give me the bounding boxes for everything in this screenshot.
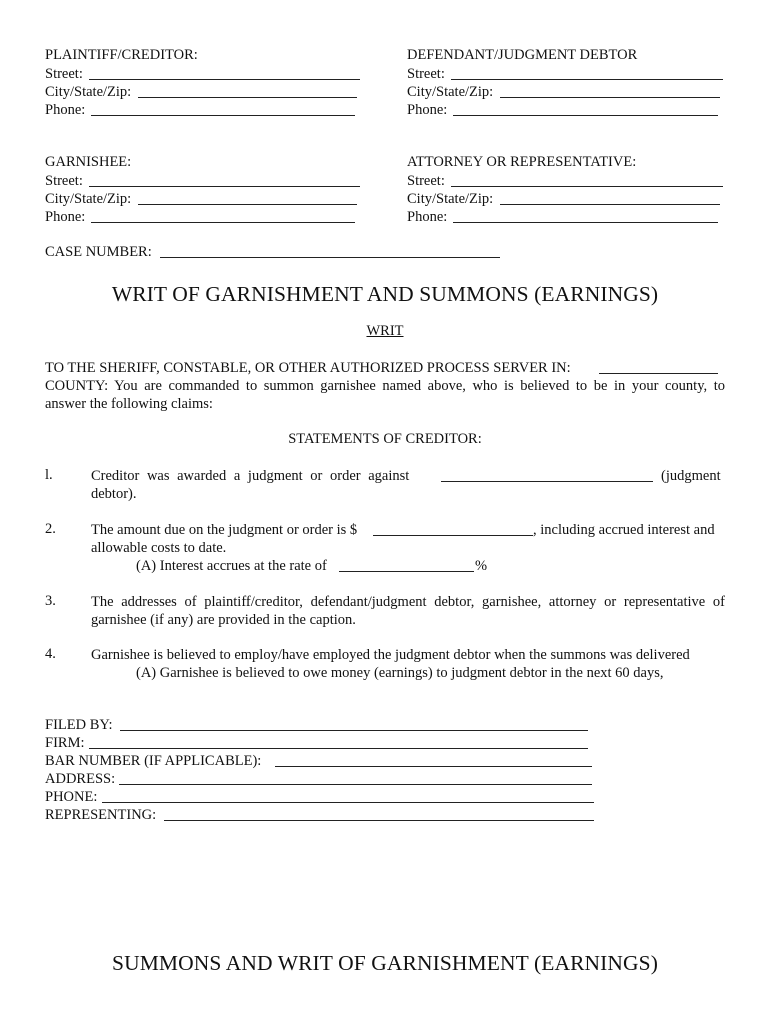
phone-row: [45, 788, 605, 806]
item-2-line-2: allowable costs to date.: [91, 540, 227, 556]
writ-line-2: COUNTY: You are commanded to summon garnishee named above, who is believed to be in your county, to: [45, 378, 725, 394]
representing-label: REPRESENTING:: [45, 807, 157, 823]
item-1-number: l.: [45, 467, 53, 483]
representing-field[interactable]: [164, 820, 594, 821]
garnishee-phone-row: [45, 208, 365, 226]
garnishee-street-field[interactable]: [89, 186, 360, 187]
defendant-street-label: Street:: [407, 66, 445, 82]
writ-heading: WRIT: [366, 323, 404, 339]
plaintiff-heading: PLAINTIFF/CREDITOR:: [45, 47, 198, 63]
garnishee-city-row: [45, 190, 365, 208]
garnishee-city-label: City/State/Zip:: [45, 191, 132, 207]
item-1-line-1: [91, 467, 725, 485]
defendant-phone-field[interactable]: [453, 115, 718, 116]
defendant-phone-row: [407, 101, 727, 119]
item-2-sub-a: [136, 557, 496, 575]
address-label: ADDRESS:: [45, 771, 116, 787]
phone-field[interactable]: [102, 802, 594, 803]
writ-line-1: [45, 359, 725, 377]
garnishee-city-field[interactable]: [138, 204, 357, 205]
item-4-sub-a: (A) Garnishee is believed to owe money (earnings) to judgment debtor in the next 60 days,: [136, 665, 664, 681]
attorney-street-field[interactable]: [451, 186, 723, 187]
firm-label: FIRM:: [45, 735, 85, 751]
defendant-street-row: [407, 65, 727, 83]
item-3-number: 3.: [45, 593, 56, 609]
filed-by-field[interactable]: [120, 730, 588, 731]
attorney-phone-row: [407, 208, 727, 226]
bar-number-label: BAR NUMBER (IF APPLICABLE):: [45, 753, 262, 769]
bar-number-row: [45, 752, 605, 770]
writ-line-1-text: TO THE SHERIFF, CONSTABLE, OR OTHER AUTHORIZED PROCESS SERVER IN:: [45, 360, 571, 376]
defendant-heading: DEFENDANT/JUDGMENT DEBTOR: [407, 47, 638, 63]
phone-label: PHONE:: [45, 789, 98, 805]
plaintiff-street-field[interactable]: [89, 79, 360, 80]
item-4-line-1: Garnishee is believed to employ/have employed the judgment debtor when the summons was delivered: [91, 647, 690, 663]
case-number-label: CASE NUMBER:: [45, 244, 152, 260]
garnishee-phone-label: Phone:: [45, 209, 86, 225]
judgment-debtor-field[interactable]: [441, 481, 653, 482]
interest-rate-label: (A) Interest accrues at the rate of: [136, 558, 327, 574]
attorney-heading: ATTORNEY OR REPRESENTATIVE:: [407, 154, 637, 170]
case-number-field[interactable]: [160, 257, 500, 258]
plaintiff-street-row: [45, 65, 365, 83]
item-2-line-1: [91, 521, 725, 539]
interest-rate-field[interactable]: [339, 571, 474, 572]
footer-title: SUMMONS AND WRIT OF GARNISHMENT (EARNINGS): [112, 951, 658, 975]
filed-by-label: FILED BY:: [45, 717, 113, 733]
garnishee-street-row: [45, 172, 365, 190]
firm-field[interactable]: [89, 748, 588, 749]
attorney-city-label: City/State/Zip:: [407, 191, 494, 207]
plaintiff-phone-field[interactable]: [91, 115, 355, 116]
defendant-city-field[interactable]: [500, 97, 720, 98]
garnishee-heading: GARNISHEE:: [45, 154, 132, 170]
address-row: [45, 770, 605, 788]
item-2-number: 2.: [45, 521, 56, 537]
plaintiff-street-label: Street:: [45, 66, 83, 82]
filed-by-row: [45, 716, 605, 734]
item-4-number: 4.: [45, 646, 56, 662]
county-field[interactable]: [599, 373, 718, 374]
attorney-street-row: [407, 172, 727, 190]
address-field[interactable]: [119, 784, 592, 785]
item-3-line-2: garnishee (if any) are provided in the caption.: [91, 612, 356, 628]
defendant-phone-label: Phone:: [407, 102, 448, 118]
document-title: WRIT OF GARNISHMENT AND SUMMONS (EARNINGS): [111, 282, 659, 306]
statements-heading: STATEMENTS OF CREDITOR:: [288, 431, 482, 447]
case-number-row: [45, 243, 505, 261]
attorney-city-field[interactable]: [500, 204, 720, 205]
attorney-city-row: [407, 190, 727, 208]
representing-row: [45, 806, 605, 824]
defendant-city-row: [407, 83, 727, 101]
plaintiff-city-row: [45, 83, 365, 101]
garnishee-street-label: Street:: [45, 173, 83, 189]
plaintiff-phone-row: [45, 101, 365, 119]
item-1-text: Creditor was awarded a judgment or order against: [91, 468, 410, 484]
item-2-text: The amount due on the judgment or order is $: [91, 522, 358, 538]
item-3-line-1: The addresses of plaintiff/creditor, defendant/judgment debtor, garnishee, attorney or representative of: [91, 594, 725, 610]
amount-due-field[interactable]: [373, 535, 533, 536]
garnishee-phone-field[interactable]: [91, 222, 355, 223]
attorney-phone-label: Phone:: [407, 209, 448, 225]
plaintiff-phone-label: Phone:: [45, 102, 86, 118]
percent-sign: %: [475, 558, 488, 574]
attorney-phone-field[interactable]: [453, 222, 718, 223]
writ-line-3: answer the following claims:: [45, 396, 213, 412]
defendant-city-label: City/State/Zip:: [407, 84, 494, 100]
defendant-street-field[interactable]: [451, 79, 723, 80]
plaintiff-city-label: City/State/Zip:: [45, 84, 132, 100]
bar-number-field[interactable]: [275, 766, 592, 767]
attorney-street-label: Street:: [407, 173, 445, 189]
plaintiff-city-field[interactable]: [138, 97, 357, 98]
item-2-text-end: , including accrued interest and: [533, 522, 715, 538]
firm-row: [45, 734, 605, 752]
item-1-text-end: (judgment: [661, 468, 721, 484]
item-1-line-2: debtor).: [91, 486, 137, 502]
